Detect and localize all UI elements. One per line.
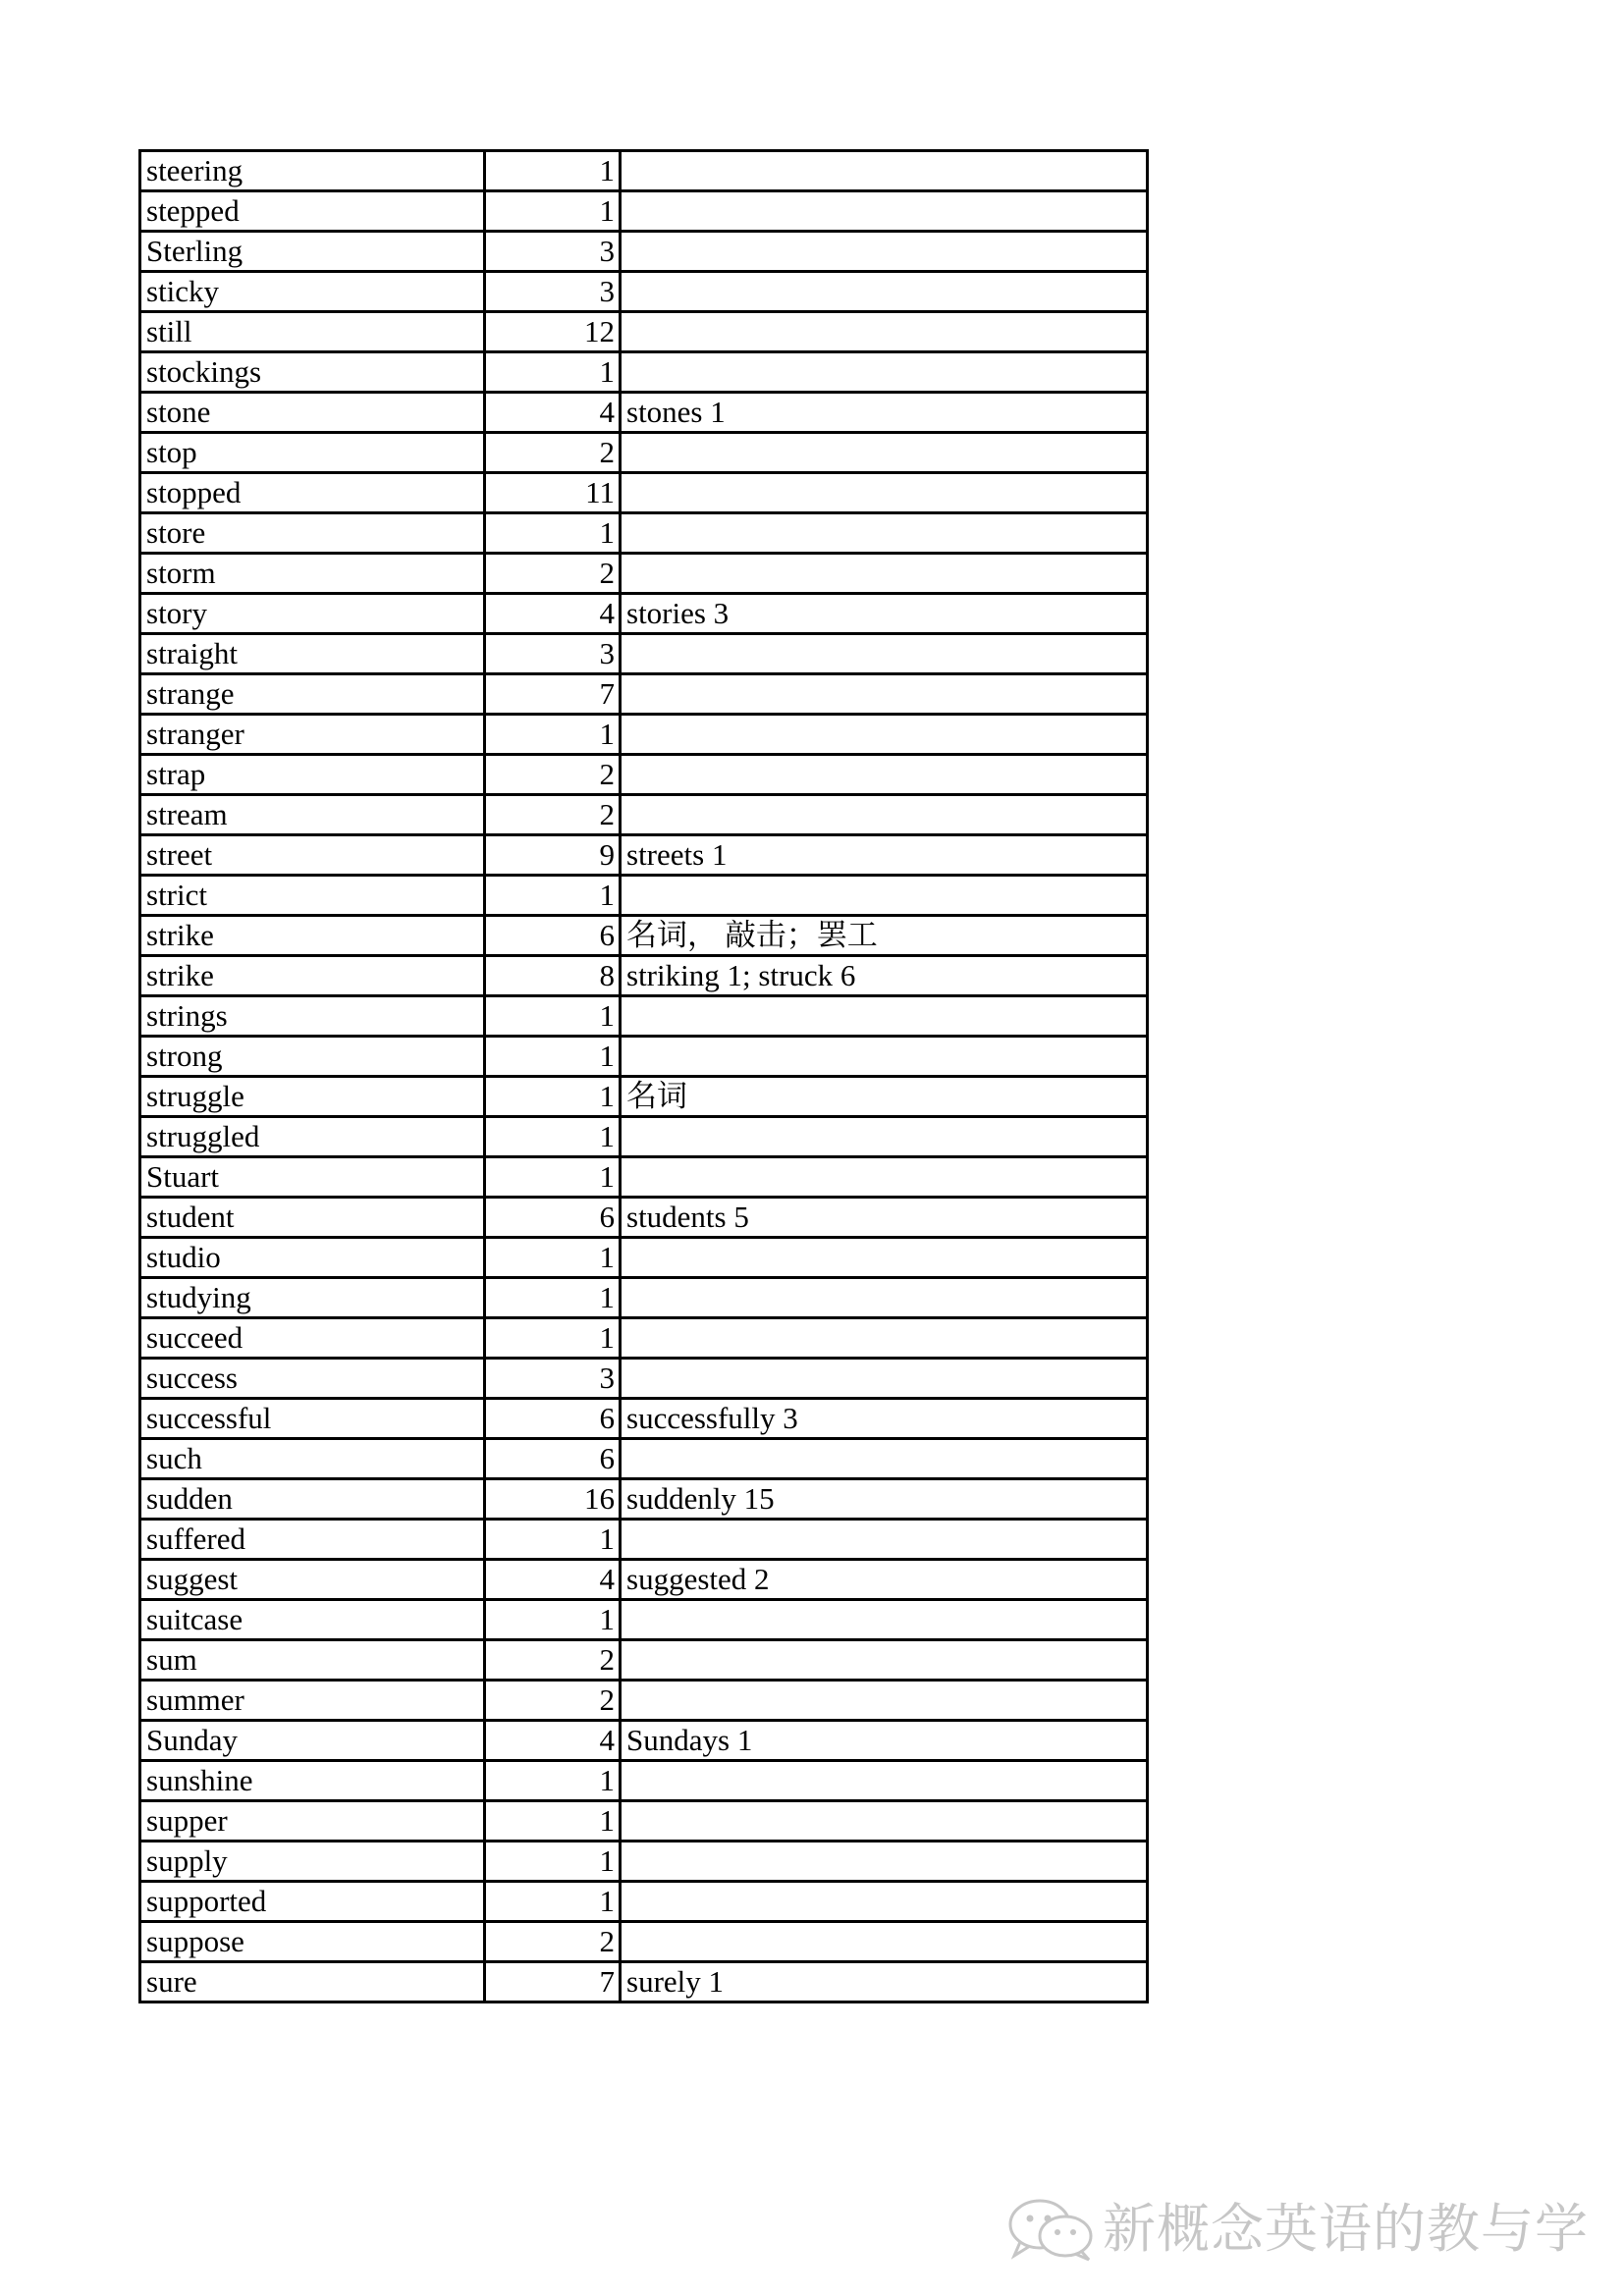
table-row <box>140 1761 1148 1801</box>
count-cell: 9 <box>485 835 621 876</box>
count-cell: 1 <box>485 1117 621 1157</box>
count-cell: 1 <box>485 876 621 916</box>
table-row <box>140 1278 1148 1318</box>
note-cell <box>621 1681 1148 1721</box>
word-cell: sum <box>140 1640 485 1681</box>
word-cell: successful <box>140 1399 485 1439</box>
note-cell <box>621 1439 1148 1479</box>
count-cell: 2 <box>485 795 621 835</box>
word-cell: strike <box>140 916 485 956</box>
table-row <box>140 1037 1148 1077</box>
table-row <box>140 1801 1148 1842</box>
word-cell: sure <box>140 1962 485 2002</box>
word-cell: such <box>140 1439 485 1479</box>
watermark <box>1006 2195 1589 2264</box>
note-cell <box>621 1640 1148 1681</box>
word-cell: strike <box>140 956 485 996</box>
word-cell: strap <box>140 755 485 795</box>
count-cell: 11 <box>485 473 621 513</box>
count-cell: 3 <box>485 634 621 674</box>
note-cell: streets 1 <box>621 835 1148 876</box>
note-cell <box>621 473 1148 513</box>
count-cell: 1 <box>485 352 621 393</box>
count-cell: 1 <box>485 1882 621 1922</box>
table-row <box>140 715 1148 755</box>
word-cell: story <box>140 594 485 634</box>
table-row <box>140 876 1148 916</box>
count-cell: 1 <box>485 1520 621 1560</box>
word-cell: still <box>140 312 485 352</box>
word-cell: straight <box>140 634 485 674</box>
note-cell <box>621 1801 1148 1842</box>
count-cell: 16 <box>485 1479 621 1520</box>
word-cell: stopped <box>140 473 485 513</box>
note-cell <box>621 1318 1148 1359</box>
note-cell <box>621 272 1148 312</box>
table-row <box>140 272 1148 312</box>
note-cell: Sundays 1 <box>621 1721 1148 1761</box>
word-cell: Sterling <box>140 232 485 272</box>
count-cell: 4 <box>485 393 621 433</box>
word-cell: steering <box>140 151 485 191</box>
note-cell <box>621 1761 1148 1801</box>
table-row <box>140 312 1148 352</box>
table-row <box>140 594 1148 634</box>
count-cell: 2 <box>485 554 621 594</box>
table-row <box>140 1157 1148 1198</box>
table-row <box>140 1640 1148 1681</box>
count-cell: 3 <box>485 272 621 312</box>
count-cell: 12 <box>485 312 621 352</box>
table-row <box>140 755 1148 795</box>
wechat-icon <box>1006 2197 1097 2262</box>
count-cell: 8 <box>485 956 621 996</box>
table-row <box>140 1238 1148 1278</box>
note-cell: striking 1; struck 6 <box>621 956 1148 996</box>
table-row <box>140 1399 1148 1439</box>
word-cell: street <box>140 835 485 876</box>
count-cell: 1 <box>485 1318 621 1359</box>
table-row <box>140 1198 1148 1238</box>
count-cell: 6 <box>485 1399 621 1439</box>
note-cell <box>621 876 1148 916</box>
word-cell: succeed <box>140 1318 485 1359</box>
word-cell: sudden <box>140 1479 485 1520</box>
note-cell <box>621 1600 1148 1640</box>
note-cell <box>621 1882 1148 1922</box>
count-cell: 1 <box>485 191 621 232</box>
word-cell: stockings <box>140 352 485 393</box>
word-cell: success <box>140 1359 485 1399</box>
note-cell: 名词 <box>621 1077 1148 1117</box>
note-cell <box>621 1359 1148 1399</box>
table-row <box>140 1479 1148 1520</box>
count-cell: 1 <box>485 715 621 755</box>
count-cell: 3 <box>485 1359 621 1399</box>
table-row <box>140 835 1148 876</box>
table-row <box>140 1962 1148 2002</box>
table-row <box>140 554 1148 594</box>
word-cell: strong <box>140 1037 485 1077</box>
count-cell: 1 <box>485 513 621 554</box>
count-cell: 6 <box>485 1198 621 1238</box>
note-cell <box>621 191 1148 232</box>
table-row <box>140 996 1148 1037</box>
table-body <box>140 151 1148 2002</box>
count-cell: 1 <box>485 1842 621 1882</box>
note-cell: students 5 <box>621 1198 1148 1238</box>
word-cell: suffered <box>140 1520 485 1560</box>
count-cell: 6 <box>485 1439 621 1479</box>
table-row <box>140 1600 1148 1640</box>
word-cell: sticky <box>140 272 485 312</box>
word-cell: stepped <box>140 191 485 232</box>
table-row <box>140 1077 1148 1117</box>
word-cell: stop <box>140 433 485 473</box>
word-cell: Stuart <box>140 1157 485 1198</box>
count-cell: 2 <box>485 433 621 473</box>
table-row <box>140 352 1148 393</box>
note-cell <box>621 674 1148 715</box>
count-cell: 7 <box>485 1962 621 2002</box>
count-cell: 1 <box>485 1801 621 1842</box>
count-cell: 1 <box>485 1157 621 1198</box>
table-row <box>140 956 1148 996</box>
note-cell <box>621 232 1148 272</box>
note-cell <box>621 1238 1148 1278</box>
note-cell <box>621 352 1148 393</box>
word-frequency-table <box>138 149 1149 2003</box>
count-cell: 2 <box>485 755 621 795</box>
note-cell <box>621 1278 1148 1318</box>
count-cell: 1 <box>485 1238 621 1278</box>
word-cell: suggest <box>140 1560 485 1600</box>
word-cell: supported <box>140 1882 485 1922</box>
table-row <box>140 1520 1148 1560</box>
table-row <box>140 433 1148 473</box>
table-row <box>140 1117 1148 1157</box>
word-cell: student <box>140 1198 485 1238</box>
watermark-text: 新概念英语的教与学 <box>1103 2198 1589 2260</box>
count-cell: 1 <box>485 151 621 191</box>
count-cell: 3 <box>485 232 621 272</box>
note-cell: surely 1 <box>621 1962 1148 2002</box>
count-cell: 7 <box>485 674 621 715</box>
count-cell: 1 <box>485 1077 621 1117</box>
table-row <box>140 795 1148 835</box>
table-row <box>140 1922 1148 1962</box>
note-cell <box>621 634 1148 674</box>
note-cell <box>621 554 1148 594</box>
word-cell: suppose <box>140 1922 485 1962</box>
note-cell <box>621 433 1148 473</box>
word-cell: strict <box>140 876 485 916</box>
note-cell <box>621 312 1148 352</box>
word-cell: studio <box>140 1238 485 1278</box>
count-cell: 2 <box>485 1681 621 1721</box>
word-cell: suitcase <box>140 1600 485 1640</box>
table-row <box>140 1560 1148 1600</box>
word-cell: stone <box>140 393 485 433</box>
count-cell: 1 <box>485 1037 621 1077</box>
count-cell: 1 <box>485 1761 621 1801</box>
word-cell: stream <box>140 795 485 835</box>
note-cell <box>621 1922 1148 1962</box>
note-cell <box>621 1117 1148 1157</box>
word-cell: studying <box>140 1278 485 1318</box>
word-cell: sunshine <box>140 1761 485 1801</box>
count-cell: 4 <box>485 1721 621 1761</box>
table-row <box>140 513 1148 554</box>
count-cell: 6 <box>485 916 621 956</box>
note-cell <box>621 1520 1148 1560</box>
note-cell <box>621 513 1148 554</box>
note-cell: 名词， 敲击；罢工 <box>621 916 1148 956</box>
word-cell: struggle <box>140 1077 485 1117</box>
count-cell: 4 <box>485 1560 621 1600</box>
word-cell: Sunday <box>140 1721 485 1761</box>
table-row <box>140 916 1148 956</box>
count-cell: 1 <box>485 1278 621 1318</box>
count-cell: 2 <box>485 1640 621 1681</box>
note-cell: stones 1 <box>621 393 1148 433</box>
table-row <box>140 1318 1148 1359</box>
note-cell <box>621 151 1148 191</box>
count-cell: 1 <box>485 1600 621 1640</box>
table-row <box>140 674 1148 715</box>
note-cell: stories 3 <box>621 594 1148 634</box>
table-row <box>140 634 1148 674</box>
table-row <box>140 232 1148 272</box>
table-row <box>140 1439 1148 1479</box>
word-cell: strings <box>140 996 485 1037</box>
word-cell: storm <box>140 554 485 594</box>
word-cell: struggled <box>140 1117 485 1157</box>
word-cell: supply <box>140 1842 485 1882</box>
note-cell <box>621 996 1148 1037</box>
count-cell: 1 <box>485 996 621 1037</box>
note-cell <box>621 755 1148 795</box>
note-cell: suddenly 15 <box>621 1479 1148 1520</box>
word-cell: strange <box>140 674 485 715</box>
note-cell <box>621 1037 1148 1077</box>
table-row <box>140 1882 1148 1922</box>
table-row <box>140 191 1148 232</box>
note-cell <box>621 795 1148 835</box>
word-cell: store <box>140 513 485 554</box>
note-cell: successfully 3 <box>621 1399 1148 1439</box>
count-cell: 2 <box>485 1922 621 1962</box>
table-row <box>140 1721 1148 1761</box>
note-cell <box>621 715 1148 755</box>
word-cell: summer <box>140 1681 485 1721</box>
table-row <box>140 1681 1148 1721</box>
note-cell: suggested 2 <box>621 1560 1148 1600</box>
table-row <box>140 1359 1148 1399</box>
table-row <box>140 473 1148 513</box>
table-row <box>140 393 1148 433</box>
word-cell: stranger <box>140 715 485 755</box>
word-cell: supper <box>140 1801 485 1842</box>
table-row <box>140 151 1148 191</box>
count-cell: 4 <box>485 594 621 634</box>
table-row <box>140 1842 1148 1882</box>
note-cell <box>621 1157 1148 1198</box>
note-cell <box>621 1842 1148 1882</box>
